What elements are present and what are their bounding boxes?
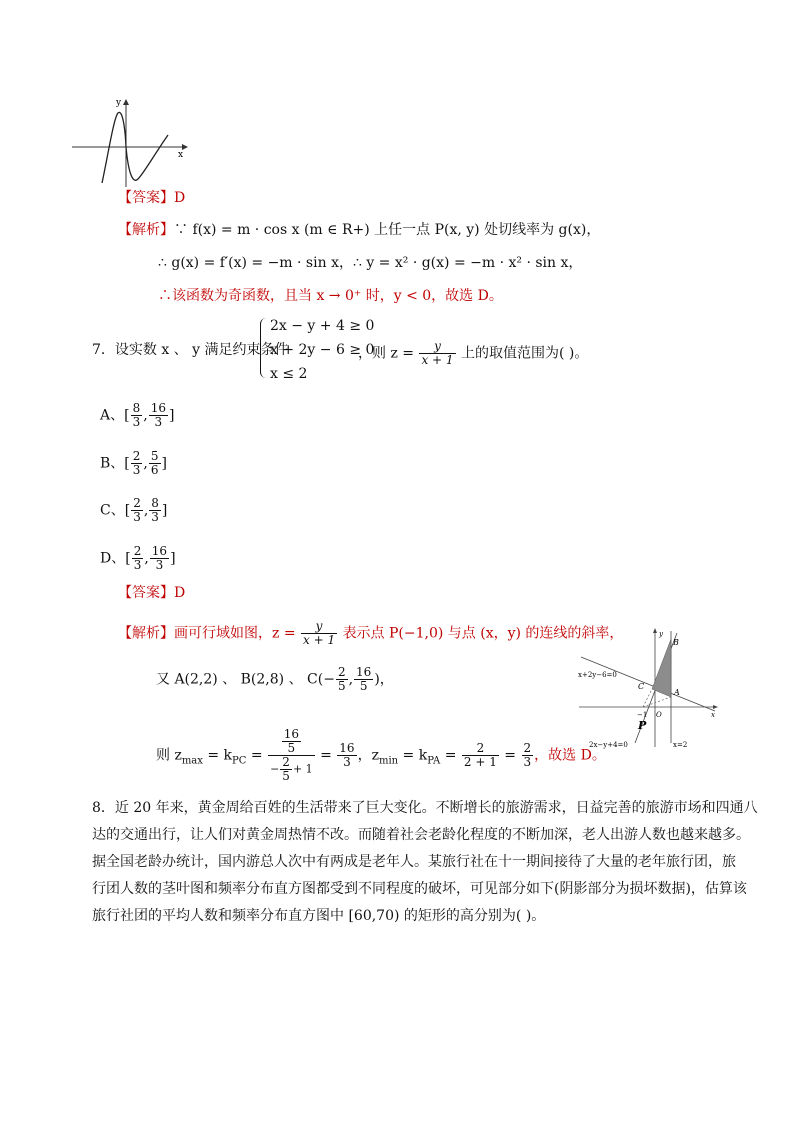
q7-analysis-line2: 又 A(2,2) 、 B(2,8) 、 C(− $\frac{2}{5}$ , $\frac{16}{5}$ )， bbox=[156, 665, 394, 693]
q8-line-3: 据全国老龄办统计，国内游总人次中有两成是老年人。某旅行社在十一期间接待了大量的老年旅行团，旅 bbox=[92, 854, 736, 870]
q6-answer-row bbox=[118, 188, 185, 208]
q6-analysis-line3: ∴该函数为奇函数，且当 x → 0⁺ 时，y < 0，故选 D。 bbox=[158, 288, 503, 304]
option-right-frac bbox=[150, 545, 169, 572]
analysis-text: ∵ f(x) = m · cos x (m ∈ R+) 上任一点 P(x, y) 处切线率为 g(x)， bbox=[174, 222, 601, 238]
graph1-y-label: y bbox=[116, 98, 122, 108]
frac-den: 3 bbox=[154, 415, 163, 429]
frac-num: 8 bbox=[132, 401, 141, 415]
frac-den: 6 bbox=[150, 463, 159, 477]
option-a[interactable]: A、[ $\frac{8}{3}$ , $\frac{16}{3}$ ] bbox=[100, 401, 175, 429]
constraint-2: x + 2y − 6 ≥ 0 bbox=[270, 342, 375, 358]
option-right-frac bbox=[149, 402, 168, 429]
zmax-big-frac bbox=[268, 728, 315, 783]
option-right-frac bbox=[149, 450, 161, 477]
label-line3: x=2 bbox=[673, 741, 688, 749]
option-label: A、 bbox=[100, 407, 125, 424]
answer-label: 【答案】 bbox=[118, 585, 174, 601]
kpc-sub: PC bbox=[232, 755, 247, 767]
q6-analysis-line1 bbox=[118, 220, 600, 240]
frac-num: 2 bbox=[133, 544, 142, 558]
option-left-frac bbox=[132, 545, 144, 572]
z-num: y bbox=[419, 340, 455, 354]
label-p: P bbox=[638, 719, 647, 732]
frac-den: 5 bbox=[282, 769, 290, 783]
constraint-1: 2x − y + 4 ≥ 0 bbox=[270, 318, 375, 334]
zmax-result-frac bbox=[337, 742, 356, 769]
option-left-frac bbox=[131, 497, 143, 524]
q8-line-1: 8．近 20 年来，黄金周给百姓的生活带来了巨大变化。不断增长的旅游需求，日益完善的旅游市场和四通八 bbox=[92, 800, 758, 816]
frac-den: 3 bbox=[523, 755, 532, 769]
frac-den: 3 bbox=[132, 415, 141, 429]
q7-stem-prefix: 7．设实数 x 、 y 满足约束条件 bbox=[92, 342, 289, 358]
q7-stem-mid bbox=[358, 340, 588, 367]
y-axis-arrow bbox=[123, 99, 129, 105]
option-left-frac bbox=[131, 402, 143, 429]
frac-num: 16 bbox=[150, 401, 166, 415]
c-y-frac bbox=[354, 666, 373, 693]
c-x-frac bbox=[336, 666, 348, 693]
frac-num: 2 bbox=[523, 741, 532, 755]
z-num: y bbox=[301, 620, 337, 634]
label-line2: 2x−y+4=0 bbox=[589, 741, 628, 749]
zmin-eq: = k bbox=[402, 747, 428, 764]
q7-analysis-line3: 则 $z_{max} = k_{PC}$ = $\frac{16}{5}$ − $\frac{2}{5}$ + 1 = $\frac{16}{3}$ ，$z_{min} = k_{PA}$ = $\frac{2}{2 + 1}$ = $\frac{2}{3}$ ，故选 D。 bbox=[156, 727, 606, 783]
frac-num: 8 bbox=[151, 496, 159, 510]
option-left-frac bbox=[131, 450, 143, 477]
stem-suffix: 上的取值范围为( )。 bbox=[461, 345, 589, 362]
z-den: x + 1 bbox=[303, 633, 336, 647]
label-line1: x+2y−6=0 bbox=[578, 671, 617, 679]
zmax-inner-den-frac bbox=[280, 756, 292, 783]
zmin-text: ，z bbox=[357, 747, 379, 764]
option-d[interactable]: D、[ $\frac{2}{3}$ , $\frac{16}{3}$ ] bbox=[100, 544, 176, 572]
frac-den: 3 bbox=[155, 558, 164, 572]
x-axis-arrow bbox=[713, 705, 718, 709]
stem-mid-text: ，则 z = bbox=[358, 345, 415, 362]
label-b: B bbox=[673, 638, 679, 647]
zmax-inner-num-frac bbox=[282, 728, 301, 755]
q8-line-5: 旅行社团的平均人数和频率分布直方图中 [60,70) 的矩形的高分别为( )。 bbox=[92, 908, 546, 924]
plus-one: + 1 bbox=[292, 762, 313, 776]
minus-sign: − bbox=[270, 762, 280, 776]
function-graph bbox=[70, 95, 190, 190]
z-fraction bbox=[419, 340, 455, 367]
frac-den: 3 bbox=[133, 510, 141, 524]
q7-answer-row bbox=[118, 583, 185, 603]
label-a: A bbox=[674, 688, 680, 697]
option-right-frac bbox=[149, 497, 161, 524]
zmax-big-den bbox=[268, 756, 315, 783]
frac-num: 2 bbox=[337, 665, 346, 679]
q8-line-4: 行团人数的茎叶图和频率分布直方图都受到不同程度的破坏，可见部分如下(阴影部分为损坏数据)，估算该 bbox=[92, 881, 747, 897]
feasible-region-graph bbox=[575, 625, 720, 750]
frac-den: 5 bbox=[337, 679, 346, 693]
frac-num: 2 bbox=[132, 449, 141, 463]
frac-den: 2 + 1 bbox=[463, 755, 497, 769]
answer-value: D bbox=[174, 190, 186, 206]
frac-den: 3 bbox=[132, 463, 141, 477]
option-label: D、 bbox=[100, 550, 126, 567]
y-axis-arrow bbox=[653, 628, 657, 633]
graph1-x-label: x bbox=[178, 150, 184, 160]
frac-den: 3 bbox=[133, 558, 142, 572]
kpa-sub: PA bbox=[427, 755, 441, 767]
frac-num: 16 bbox=[151, 544, 168, 558]
zmax-text: 则 z bbox=[156, 747, 182, 764]
line-x-plus-2y bbox=[581, 657, 715, 711]
frac-den: 5 bbox=[359, 679, 368, 693]
q7-analysis-line1 bbox=[118, 620, 623, 647]
points-text: 又 A(2,2) 、 B(2,8) 、 C(− bbox=[156, 671, 335, 688]
analysis-label: 【解析】 bbox=[118, 222, 174, 238]
label-o: O bbox=[656, 711, 662, 719]
option-label: B、 bbox=[100, 455, 125, 472]
frac-num: 16 bbox=[283, 727, 299, 741]
frac-num: 2 bbox=[462, 742, 499, 756]
zmin-frac bbox=[462, 742, 499, 769]
frac-num: 5 bbox=[150, 449, 159, 463]
frac-num: 2 bbox=[282, 755, 290, 769]
label-neg1: −1 bbox=[637, 711, 648, 719]
answer-label: 【答案】 bbox=[118, 190, 174, 206]
zmax-sub: max bbox=[181, 755, 203, 767]
q6-analysis-line2: ∴ g(x) = f′(x) = −m · sin x，∴ y = x² · g(x) = −m · x² · sin x， bbox=[158, 255, 583, 271]
frac-num: 16 bbox=[356, 665, 372, 679]
frac-den: 5 bbox=[287, 741, 296, 755]
zmax-big-num bbox=[268, 728, 315, 756]
option-label: C、 bbox=[100, 502, 125, 519]
constraint-brace bbox=[260, 318, 269, 378]
zmin-result-frac bbox=[522, 742, 534, 769]
frac-den: 3 bbox=[343, 755, 351, 769]
q8-line-2: 达的交通出行，让人们对黄金周热情不改。而随着社会老龄化程度的不断加深，老人出游人数也越来越多。 bbox=[92, 827, 750, 843]
frac-num: 16 bbox=[339, 741, 355, 755]
analysis-text-post: 表示点 P(−1,0) 与点 (x，y) 的连线的斜率， bbox=[342, 625, 624, 642]
frac-num: 2 bbox=[133, 496, 141, 510]
option-c[interactable]: C、[ $\frac{2}{3}$ , $\frac{8}{3}$ ] bbox=[100, 496, 168, 524]
label-y: y bbox=[659, 630, 663, 638]
function-curve bbox=[102, 112, 168, 183]
frac-den: 3 bbox=[151, 510, 159, 524]
constraint-3: x ≤ 2 bbox=[270, 366, 308, 382]
z-den: x + 1 bbox=[421, 353, 454, 367]
analysis-text-pre: 画可行域如图，z = bbox=[174, 625, 296, 642]
conclusion-text: ，故选 D。 bbox=[534, 747, 606, 764]
analysis-label: 【解析】 bbox=[118, 625, 174, 642]
label-x: x bbox=[711, 711, 715, 719]
zmax-eq: = k bbox=[207, 747, 233, 764]
answer-value: D bbox=[174, 585, 186, 601]
points-text-post: )， bbox=[374, 671, 394, 688]
zmin-sub: min bbox=[378, 755, 399, 767]
z-fraction bbox=[301, 620, 337, 647]
option-b[interactable]: B、[ $\frac{2}{3}$ , $\frac{5}{6}$ ] bbox=[100, 449, 167, 477]
label-c: C bbox=[638, 682, 645, 691]
